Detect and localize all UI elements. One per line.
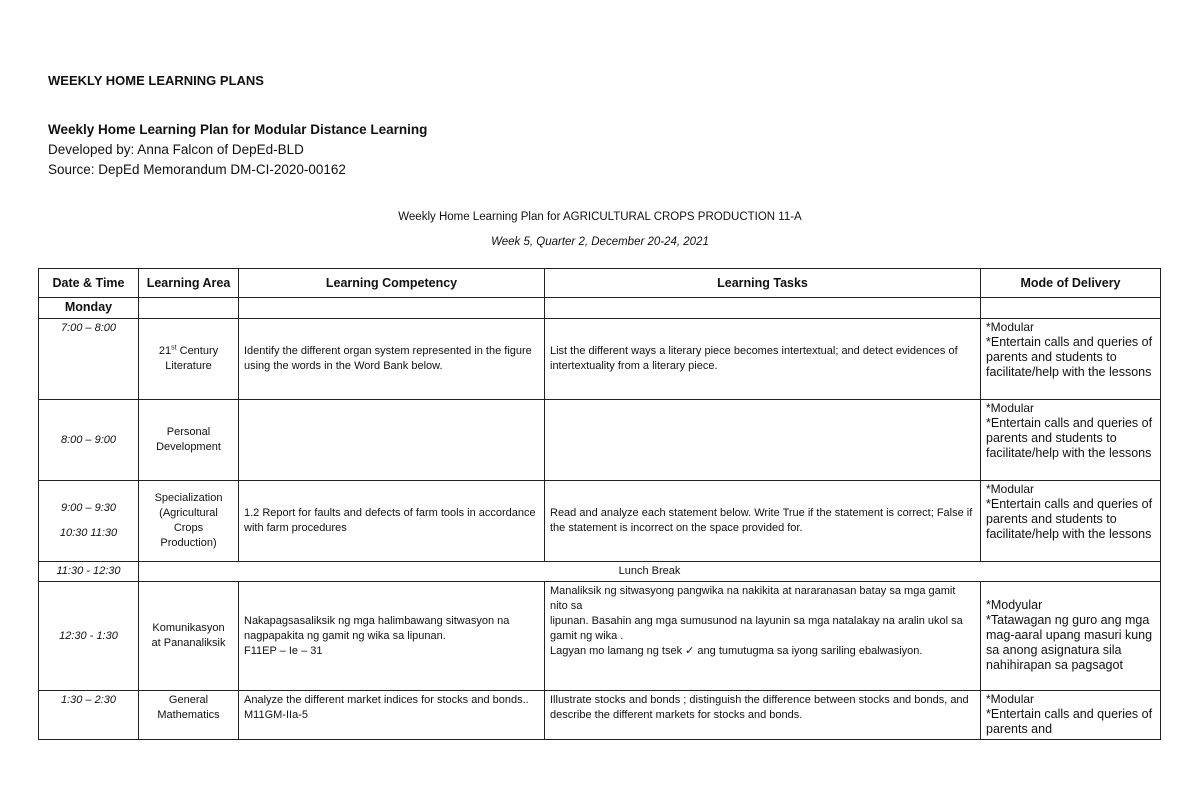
area-text: Komunikasyon [152,622,225,634]
tasks-cell: Read and analyze each statement below. Write True if the statement is correct; False if the statement is incorrect on the space provided for. [545,481,981,562]
area-text: 21 [158,345,172,357]
time-text: 10:30 11:30 [59,527,118,539]
time-cell: 7:00 – 8:00 [39,319,139,400]
lunch-break-label: Lunch Break [139,562,1161,582]
mode-line: *Entertain calls and queries of parents and students to facilitate/help with the lessons [986,335,1153,379]
time-cell: 11:30 - 12:30 [39,562,139,582]
time-cell: 12:30 - 1:30 [39,582,139,691]
area-text: at Pananaliksik [151,637,226,649]
mode-line: *Tatawagan ng guro ang mga mag-aaral upang masuri kung sa anong asignatura sila nahihirapan sa pagsagot [986,613,1153,672]
competency-cell: Analyze the different market indices for stocks and bonds.. M11GM-IIa-5 [239,691,545,740]
area-text: Production) [160,537,217,549]
area-text: General [168,694,209,706]
source-reference: Source: DepEd Memorandum DM-CI-2020-00162 [48,162,346,177]
table-row [39,582,1161,691]
competency-cell: Identify the different organ system represented in the figure using the words in the Word Bank below. [239,319,545,400]
area-text: Development [156,441,221,453]
table-row [39,400,1161,481]
mode-line: *Entertain calls and queries of parents and students to facilitate/help with the lessons [986,497,1153,541]
mode-cell [981,691,1161,740]
document-top-title: WEEKLY HOME LEARNING PLANS [48,73,264,88]
mode-cell [981,319,1161,400]
competency-cell [239,582,545,691]
area-text: Crops [173,522,204,534]
learning-area-cell [139,691,239,740]
area-text: (Agricultural [159,507,218,519]
time-cell: 1:30 – 2:30 [39,691,139,740]
mode-line: *Modyular [986,598,1043,612]
task-line: Manaliksik ng sitwasyong pangwika na nakikita at nararanasan batay sa mga gamit nito sa [550,585,956,612]
competency-cell [239,400,545,481]
time-text: 9:00 – 9:30 [60,502,117,514]
area-superscript: st [171,344,177,352]
area-text: Personal [166,426,211,438]
mode-line: *Modular [986,692,1035,706]
mode-cell [981,400,1161,481]
column-header: Learning Area [139,269,239,298]
empty-cell [981,298,1161,319]
mode-line: *Modular [986,482,1035,496]
column-header: Learning Competency [239,269,545,298]
area-text: Specialization [154,492,223,504]
tasks-cell: List the different ways a literary piece becomes intertextual; and detect evidences of intertextuality from a literary piece. [545,319,981,400]
table-row [39,691,1161,740]
mode-cell [981,582,1161,691]
day-label: Monday [39,298,139,319]
mode-cell [981,481,1161,562]
learning-area-cell [139,481,239,562]
time-cell [39,481,139,562]
table-header-row [39,269,1161,298]
tasks-cell [545,582,981,691]
mode-line: *Modular [986,320,1035,334]
time-cell: 8:00 – 9:00 [39,400,139,481]
mode-line: *Entertain calls and queries of parents and [986,707,1153,736]
learning-area-cell [139,582,239,691]
area-text: Literature [165,360,212,372]
empty-cell [239,298,545,319]
mode-line: *Modular [986,401,1035,415]
table-row [39,481,1161,562]
competency-code: F11EP – Ie – 31 [244,644,323,657]
empty-cell [139,298,239,319]
area-text: Mathematics [157,709,220,721]
column-header: Date & Time [39,269,139,298]
column-header: Mode of Delivery [981,269,1161,298]
document-subtitle: Week 5, Quarter 2, December 20-24, 2021 [491,236,709,248]
lunch-row [39,562,1161,582]
competency-text: Nakapagsasaliksik ng mga halimbawang sitwasyon na nagpapakita ng gamit ng wika sa lipunan. [244,614,510,642]
tasks-cell [545,400,981,481]
empty-cell [545,298,981,319]
area-text: Century [176,345,219,357]
table-row [39,319,1161,400]
document-title: Weekly Home Learning Plan for AGRICULTURAL CROPS PRODUCTION 11-A [398,211,802,223]
learning-area-cell [139,400,239,481]
developer-credit: Developed by: Anna Falcon of DepEd-BLD [48,142,304,157]
task-line: lipunan. Basahin ang mga sumusunod na layunin sa mga natalakay na aralin ukol sa gamit ng wika . [550,615,963,642]
competency-cell: 1.2 Report for faults and defects of farm tools in accordance with farm procedures [239,481,545,562]
plan-title: Weekly Home Learning Plan for Modular Distance Learning [48,122,428,137]
learning-area-cell [139,319,239,400]
task-line: Lagyan mo lamang ng tsek ✓ ang tumutugma sa iyong sariling ebalwasiyon. [550,645,923,657]
column-header: Learning Tasks [545,269,981,298]
tasks-cell: Illustrate stocks and bonds ; distinguish the difference between stocks and bonds, and describe the different markets for stocks and bonds. [545,691,981,740]
day-row [39,298,1161,319]
mode-line: *Entertain calls and queries of parents and students to facilitate/help with the lessons [986,416,1153,460]
learning-plan-table [38,268,1161,740]
